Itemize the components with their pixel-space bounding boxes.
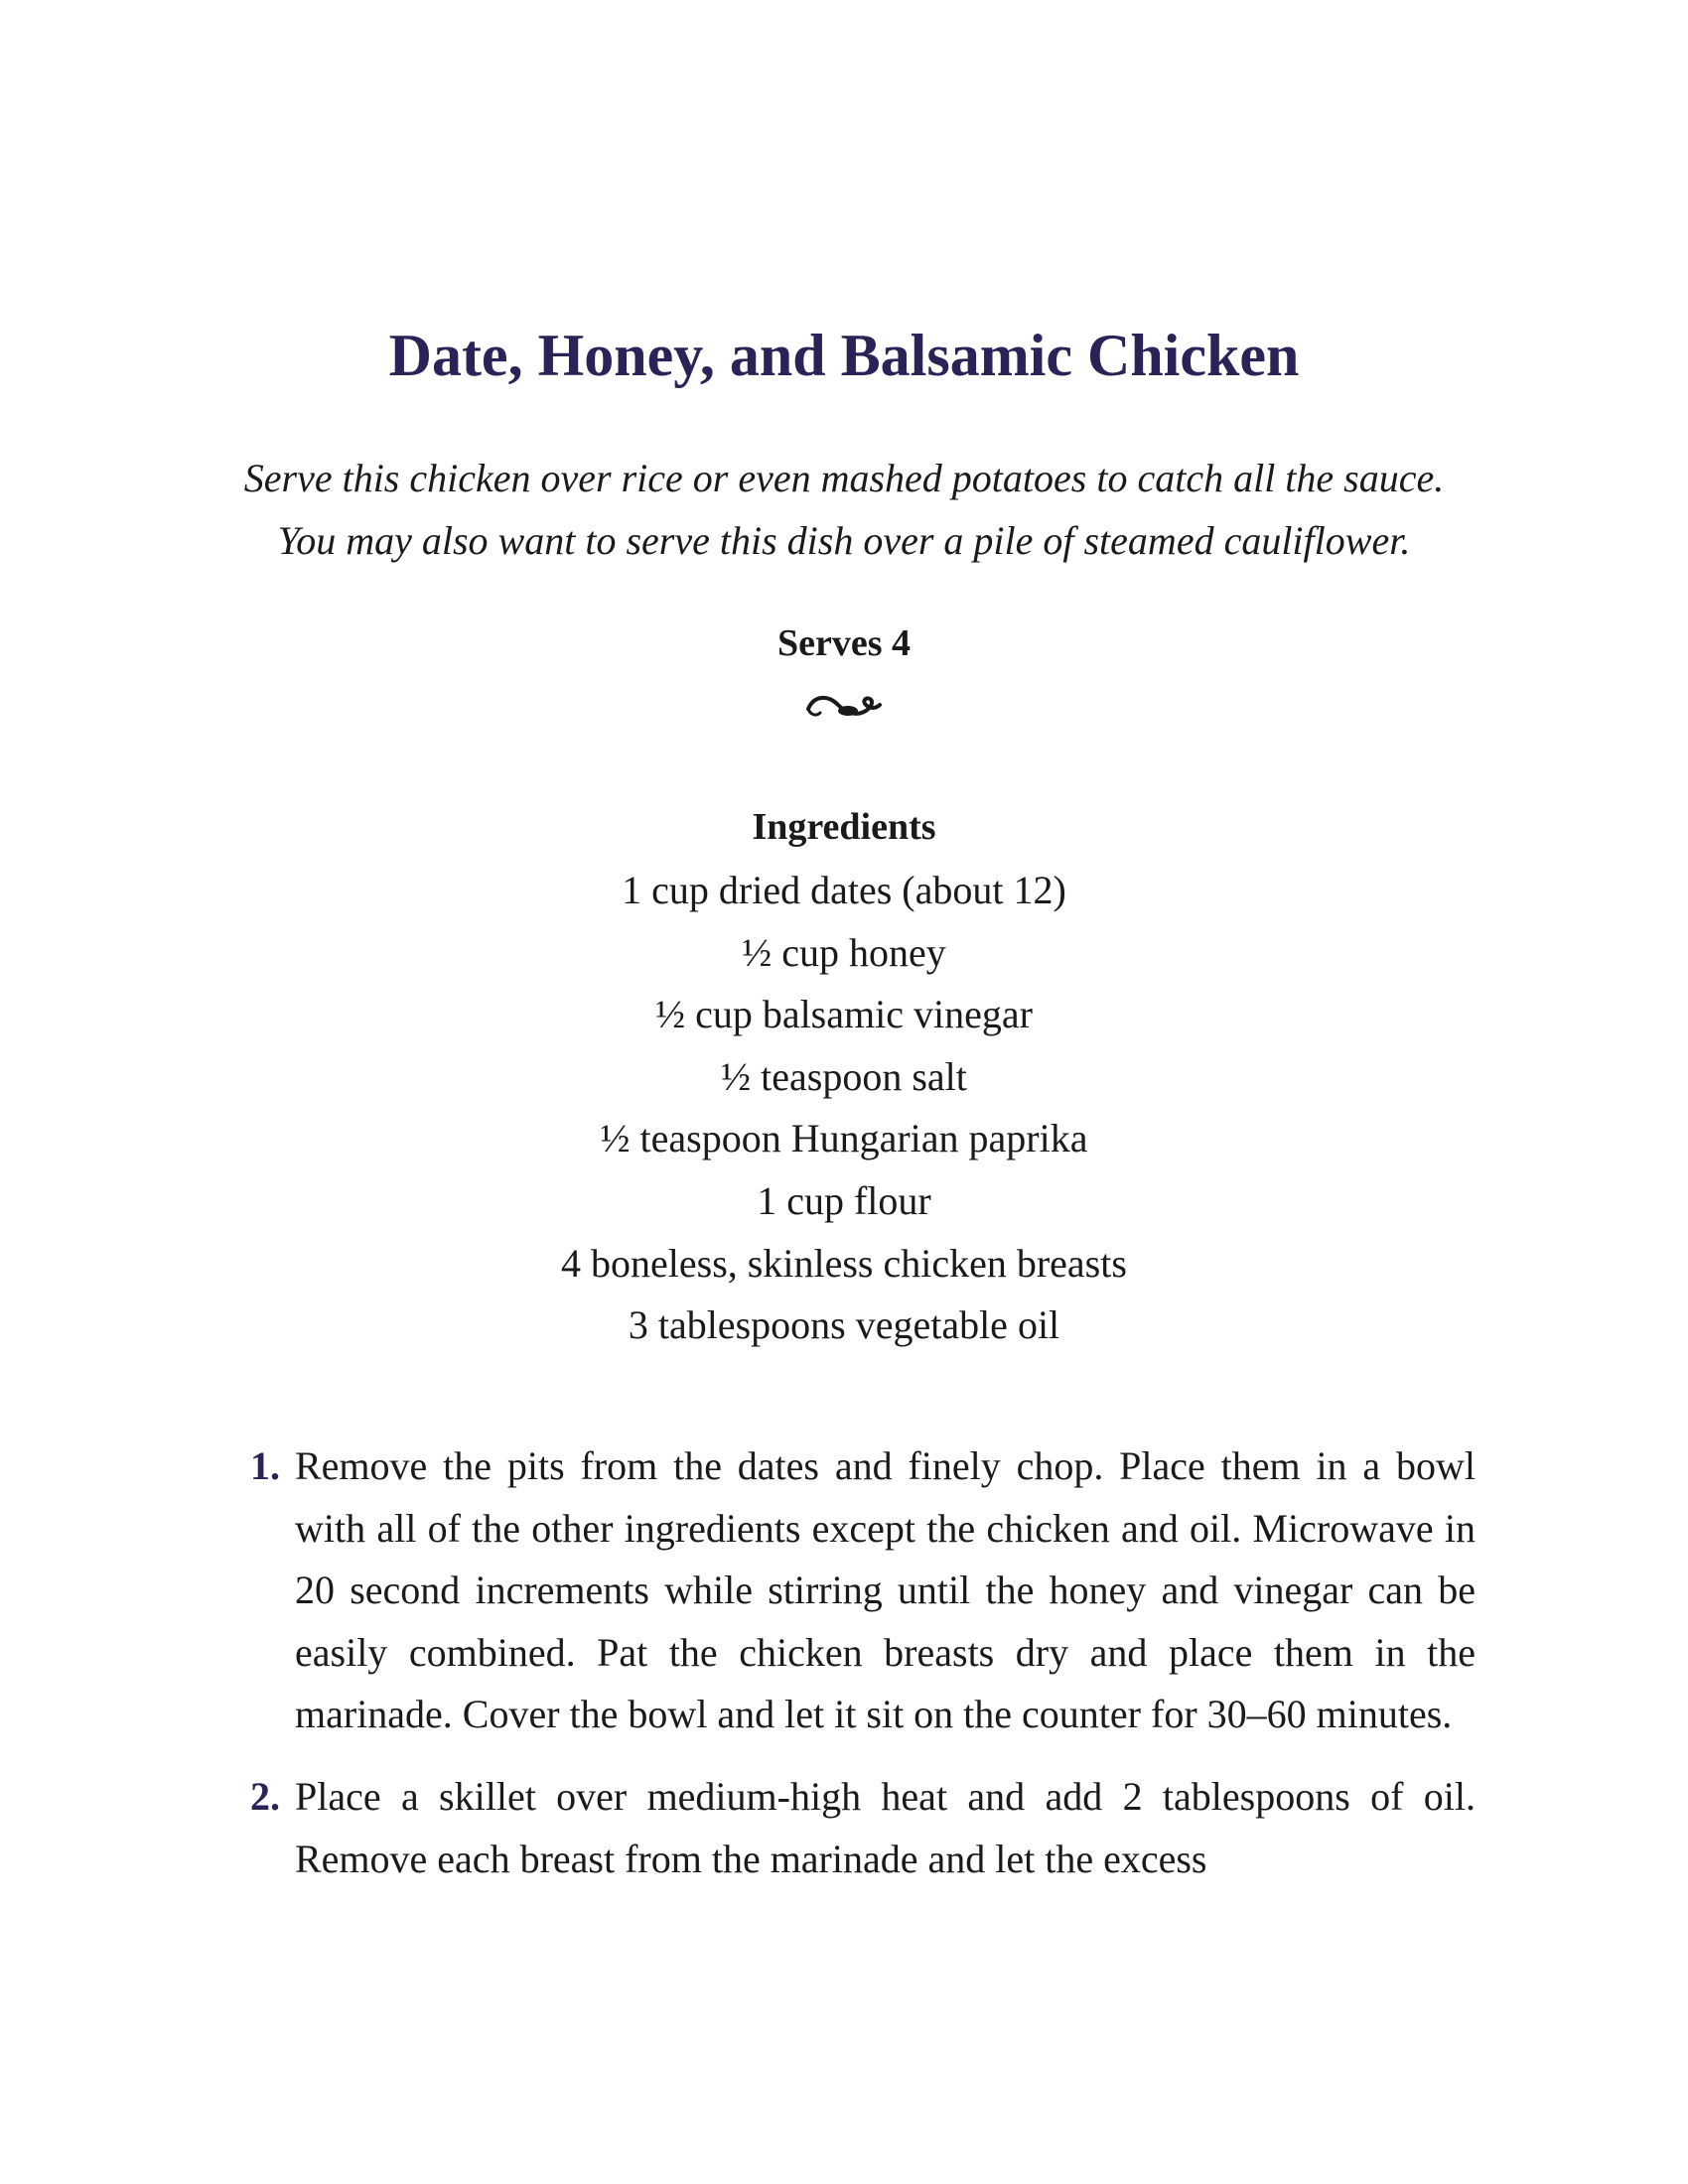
ingredient-item: 3 tablespoons vegetable oil: [628, 1302, 1060, 1348]
swash-ornament-icon: [804, 687, 884, 727]
ingredient-item: ½ cup honey: [742, 929, 946, 975]
ingredient-item: 4 boneless, skinless chicken breasts: [561, 1240, 1127, 1286]
ingredient-item: ½ cup balsamic vinegar: [655, 992, 1033, 1037]
instructions-list: [250, 1435, 1476, 1910]
ingredients-heading: Ingredients: [752, 806, 936, 848]
step-text: Place a skillet over medium-high heat and add 2 tablespoons of oil. Remove each breast from the marinade and let the excess: [295, 1773, 1476, 1881]
step-text: Remove the pits from the dates and finely chop. Place them in a bowl with all of the other ingredients except the chicken and oil. Microwave in 20 second increments while stirring until the honey and vinegar can be easily combined. Pat the chicken breasts dry and place them in the marinade. Cover the bowl and let it sit on the counter for 30–60 minutes.: [295, 1443, 1476, 1737]
ingredient-item: ½ teaspoon salt: [721, 1053, 967, 1099]
instruction-step: [250, 1766, 1476, 1890]
instruction-step: [250, 1435, 1476, 1746]
step-number: 2.: [250, 1773, 280, 1819]
ingredients-list: [0, 860, 1688, 1357]
ingredient-item: 1 cup dried dates (about 12): [622, 868, 1066, 912]
intro-line: You may also want to serve this dish over a pile of steamed cauliflower.: [277, 518, 1411, 563]
recipe-intro: [0, 447, 1688, 572]
ingredient-item: 1 cup flour: [757, 1177, 931, 1223]
recipe-title: Date, Honey, and Balsamic Chicken: [388, 323, 1300, 388]
serves-count: Serves 4: [776, 622, 912, 664]
step-number: 1.: [250, 1443, 280, 1488]
intro-line: Serve this chicken over rice or even mashed potatoes to catch all the sauce.: [243, 456, 1445, 500]
ingredient-item: ½ teaspoon Hungarian paprika: [600, 1116, 1088, 1161]
